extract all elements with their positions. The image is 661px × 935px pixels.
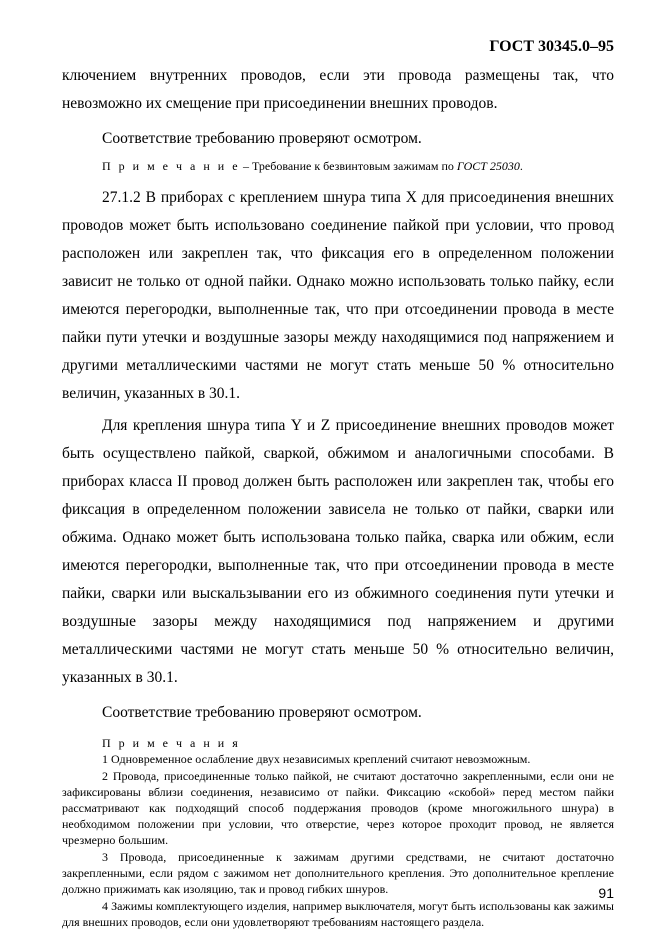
note-label: П р и м е ч а н и е xyxy=(102,159,241,173)
compliance-check-text-2: Соответствие требованию проверяют осмотром. xyxy=(102,704,422,721)
note-item-2: 2 Провода, присоединенные только пайкой, не считают достаточно закрепленными, если они не зафиксированы вблизи соединения, независимо от пайки. Фиксацию «скобой» перед местом пайки рассматривают как подходящий способ поддержания проводов (кроме многожильного шнура) в необходимом положении при условии, что отверстие, через которое проходит провод, не является чрезмерно большим. xyxy=(62,769,614,847)
notes-title: П р и м е ч а н и я xyxy=(102,736,241,750)
page-number: 91 xyxy=(598,885,614,901)
note-item-4: 4 Зажимы комплектующего изделия, например выключателя, могут быть использованы как зажимы для внешних проводов, если они удовлетворяют требованиям настоящего раздела. xyxy=(62,899,614,929)
clause-27-1-2-paragraph-2: Для крепления шнура типа Y и Z присоединение внешних проводов может быть осуществлено пайкой, сваркой, обжимом и аналогичными способами. В приборах класса II провод должен быть расположен или закреплен так, чтобы его фиксация в определенном положении зависела не только от пайки, сварки или обжима. Однако может быть использована только пайка, сварка или обжим, если имеются перегородки, выполненные так, что при отсоединении провода в месте пайки, сварки или выскальзывании его из обжимного соединения пути утечки и воздушные зазоры между находящимися под напряжением и другими металлическими частями не могут стать меньше 50 % относительно величин, указанных в 30.1. xyxy=(62,417,614,686)
note-item-1: 1 Одновременное ослабление двух независимых креплений считают невозможным. xyxy=(102,752,531,766)
compliance-check-text: Соответствие требованию проверяют осмотром. xyxy=(102,130,422,147)
note-end: . xyxy=(519,159,523,173)
notes-section xyxy=(62,735,614,930)
note-reference: ГОСТ 25030 xyxy=(456,159,520,173)
note-text: – Требование к безвинтовым зажимам по xyxy=(240,159,457,173)
continuation-paragraph: ключением внутренних проводов, если эти провода размещены так, что невозможно их смещение при присоединении внешних проводов. xyxy=(62,67,614,112)
page-content xyxy=(62,62,614,931)
note xyxy=(62,158,614,174)
document-header: ГОСТ 30345.0–95 xyxy=(489,38,614,55)
clause-27-1-2-paragraph: 27.1.2 В приборах с креплением шнура типа X для присоединения внешних проводов может быть использовано соединение пайкой при условии, что провод расположен или закреплен так, что фиксация его в определенном положении зависит не только от одной пайки. Однако можно использовать только пайку, если имеются перегородки, выполненные так, что при отсоединении провода в месте пайки пути утечки и воздушные зазоры между находящимися под напряжением и другими металлическими частями не могут стать меньше 50 % относительно величин, указанных в 30.1. xyxy=(62,189,614,402)
note-item-3: 3 Провода, присоединенные к зажимам другими средствами, не считают достаточно закрепленными, если рядом с зажимом нет дополнительного крепления. Это дополнительное крепление должно прижимать как изоляцию, так и провод гибких шнуров. xyxy=(62,850,614,896)
